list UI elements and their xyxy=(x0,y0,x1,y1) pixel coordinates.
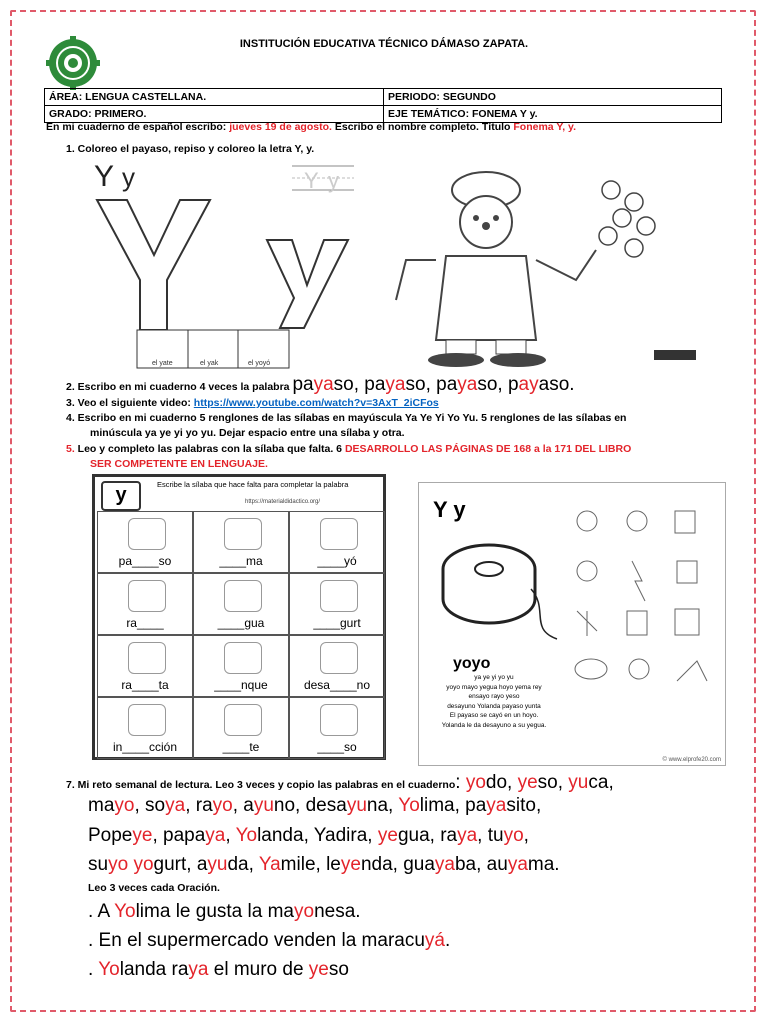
leo-3-veces: Leo 3 veces cada Oración. xyxy=(88,882,220,894)
school-title: INSTITUCIÓN EDUCATIVA TÉCNICO DÁMASO ZAPATA. xyxy=(239,38,529,50)
worksheet-cell xyxy=(193,635,289,697)
sentence-1: . A Yolima le gusta la mayonesa. xyxy=(88,901,361,922)
svg-text:Y: Y xyxy=(94,160,115,193)
intro-line: En mi cuaderno de español escribo: jueves 19 de agosto. Escribo el nombre completo. Título Fonema Y, y. xyxy=(46,121,577,133)
yoyo-footer: © www.elprofe20.com xyxy=(662,757,721,763)
periodo-cell: PERIODO: SEGUNDO xyxy=(384,89,722,106)
yoyo-line: desayuno Yolanda payaso yunta xyxy=(447,702,541,710)
yoyo-worksheet xyxy=(418,482,726,766)
cell-picture xyxy=(224,704,262,736)
syllable-worksheet xyxy=(92,474,386,760)
svg-text:y: y xyxy=(122,162,135,192)
cell-word: ____ma xyxy=(219,554,263,568)
yoyo-word: yoyo xyxy=(453,655,491,672)
worksheet-letter: y xyxy=(101,481,141,511)
cell-picture xyxy=(224,518,262,550)
cell-picture xyxy=(320,580,358,612)
label-yoyo: el yoyó xyxy=(248,360,271,367)
yoyo-line: ya ye yi yo yu xyxy=(474,674,514,681)
worksheet-cell xyxy=(289,635,385,697)
cell-word: ____gurt xyxy=(313,616,361,630)
cell-word: ____nque xyxy=(214,678,268,692)
label-yate: el yate xyxy=(152,360,173,367)
cell-word: in____cción xyxy=(112,740,178,754)
words-line-1: mayo, soya, rayo, ayuno, desayuna, Yolima, payasito, xyxy=(88,795,542,816)
cell-picture xyxy=(320,704,358,736)
item-5-book: SER COMPETENTE EN LENGUAJE. xyxy=(90,458,268,470)
yoyo-line: ensayo rayo yeso xyxy=(468,693,520,700)
yoyo-text xyxy=(425,673,563,730)
sentence-3: . Yolanda raya el muro de yeso xyxy=(88,959,349,980)
words-line-2: Popeye, papaya, Yolanda, Yadira, yegua, raya, tuyo, xyxy=(88,825,529,846)
worksheet-instruction: Escribe la sílaba que hace falta para completar la palabra xyxy=(157,480,349,489)
yoyo-drawing xyxy=(439,529,559,647)
worksheet-cell xyxy=(193,697,289,759)
svg-text:Y: Y xyxy=(304,168,319,193)
intro-topic: Fonema Y, y. xyxy=(513,121,577,133)
cell-picture xyxy=(224,580,262,612)
area-cell: ÁREA: LENGUA CASTELLANA. xyxy=(45,89,384,106)
item-5: 5. Leo y completo las palabras con la sílaba que falta. 6 DESARROLLO LAS PÁGINAS DE 168 a la 171 DEL LIBRO xyxy=(66,443,632,455)
item-2: 2. Escribo en mi cuaderno 4 veces la palabra payaso, payaso, payaso, payaso. xyxy=(66,374,575,395)
cell-picture xyxy=(224,642,262,674)
cell-picture xyxy=(128,704,166,736)
cell-word: ____yó xyxy=(317,554,357,568)
worksheet-cell xyxy=(97,511,193,573)
intro-date: jueves 19 de agosto. xyxy=(229,121,332,133)
yoyo-line: El payaso se cayó en un hoyo. xyxy=(449,712,539,719)
header-table xyxy=(44,88,722,123)
yoyo-line: yoyo mayo yegua hoyo yema rey xyxy=(446,683,542,691)
item-1: 1. Coloreo el payaso, repiso y coloreo la letra Y, y. xyxy=(66,143,315,155)
cell-picture xyxy=(128,518,166,550)
worksheet-cell xyxy=(97,697,193,759)
cell-word: ____gua xyxy=(217,616,265,630)
cell-word: ra____ta xyxy=(121,678,169,692)
item-4-line2: minúscula ya ye yi yo yu. Dejar espacio entre una sílaba y otra. xyxy=(90,427,405,439)
cell-word: ____te xyxy=(222,740,260,754)
clown-drawing xyxy=(386,160,726,372)
cell-picture xyxy=(128,642,166,674)
cell-picture xyxy=(320,642,358,674)
cell-picture xyxy=(320,518,358,550)
item-7: 7. Mi reto semanal de lectura. Leo 3 veces y copio las palabras en el cuaderno: yodo, yeso, yuca, xyxy=(66,772,614,793)
eje-cell: EJE TEMÁTICO: FONEMA Y y. xyxy=(384,106,722,123)
cell-word: ____so xyxy=(317,740,357,754)
video-link[interactable]: https://www.youtube.com/watch?v=3AxT_2iCFos xyxy=(193,397,439,409)
letter-y-card xyxy=(92,160,360,370)
yoyo-line: Yolanda le da desayuno a su yegua. xyxy=(441,721,547,729)
svg-text:y: y xyxy=(328,168,339,193)
worksheet-cell xyxy=(289,573,385,635)
worksheet-cell xyxy=(97,635,193,697)
words-line-3: suyo yogurt, ayuda, Yamile, leyenda, guayaba, auyama. xyxy=(88,854,560,875)
yoyo-title: Y y xyxy=(433,497,466,522)
grado-cell: GRADO: PRIMERO. xyxy=(45,106,384,123)
worksheet-cell xyxy=(193,573,289,635)
worksheet-cell xyxy=(193,511,289,573)
item-3: 3. Veo el siguiente video: https://www.youtube.com/watch?v=3AxT_2iCFos xyxy=(66,397,439,409)
sentence-2: . En el supermercado venden la maracuyá. xyxy=(88,930,451,951)
cell-word: ra____ xyxy=(126,616,164,630)
cell-picture xyxy=(128,580,166,612)
cell-word: desa____no xyxy=(303,678,371,692)
yoyo-exercise-panel xyxy=(567,491,721,751)
item-4-line1: 4. Escribo en mi cuaderno 5 renglones de las sílabas en mayúscula Ya Ye Yi Yo Yu. 5 renglones de las sílabas en xyxy=(66,412,627,424)
cell-word: pa____so xyxy=(118,554,172,568)
payaso-repeat: payaso, payaso, payaso, payaso. xyxy=(292,374,575,395)
worksheet-cell xyxy=(289,511,385,573)
worksheet-source: https://materialdidactico.org/ xyxy=(245,499,321,505)
worksheet-cell xyxy=(97,573,193,635)
label-yak: el yak xyxy=(200,360,219,367)
worksheet-cell xyxy=(289,697,385,759)
